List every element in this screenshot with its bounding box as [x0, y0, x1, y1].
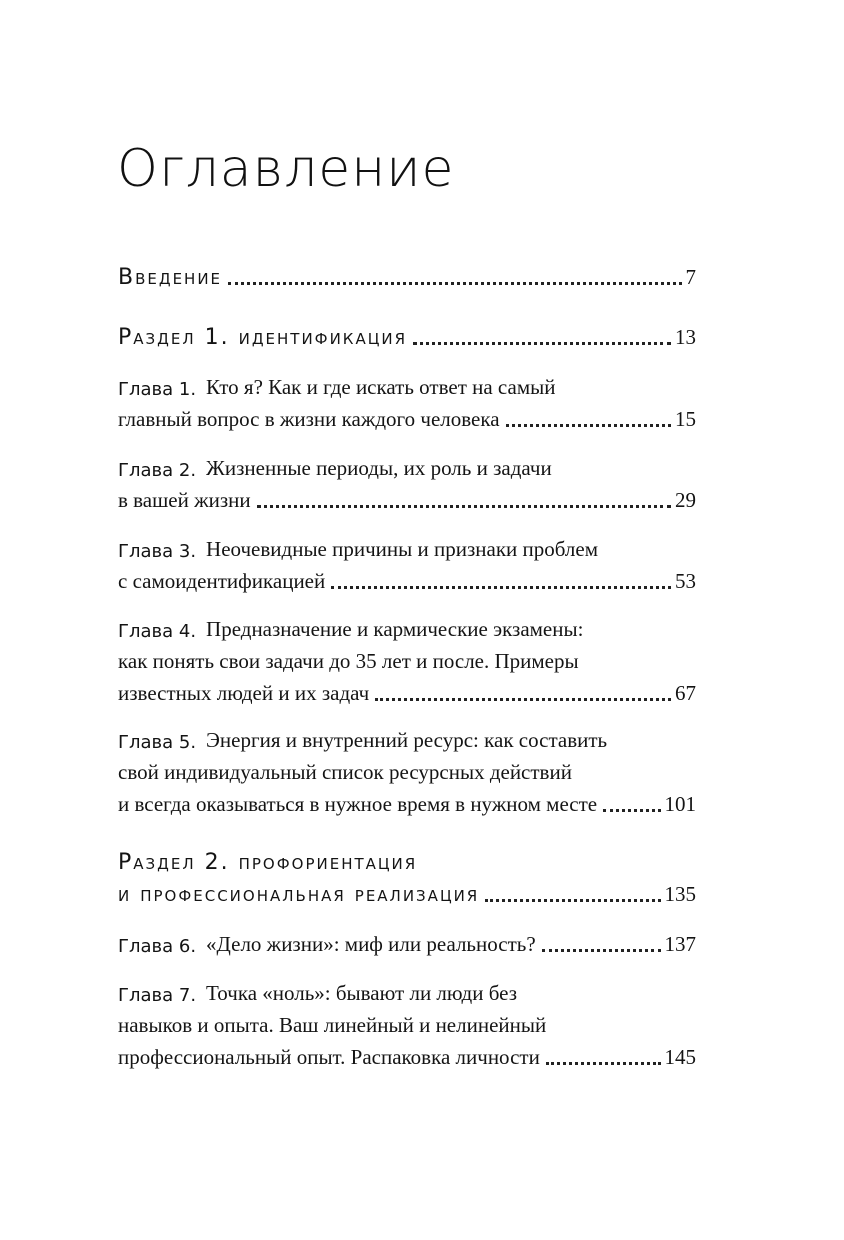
chapter-title-line: «Дело жизни»: миф или реальность?	[206, 932, 536, 956]
chapter-label: Глава 4.	[118, 621, 197, 642]
toc-entry-chapter-7[interactable]	[118, 974, 696, 1070]
page-number: 137	[664, 932, 696, 956]
page-number: 15	[675, 407, 696, 431]
toc-entry-chapter-6[interactable]	[118, 925, 696, 957]
chapter-title-line: как понять свои задачи до 35 лет и после. Примеры	[118, 649, 579, 673]
chapter-title-line: Точка «ноль»: бывают ли люди без	[206, 981, 517, 1005]
toc-entry-chapter-5[interactable]	[118, 721, 696, 817]
section-label-line: Раздел 2. профориентация	[118, 850, 418, 875]
section-label: Раздел 1. идентификация	[118, 325, 408, 350]
page-number: 7	[685, 265, 696, 289]
leader-dots	[375, 698, 671, 701]
chapter-title-line: известных людей и их задач	[118, 681, 370, 705]
toc-entry-chapter-4[interactable]	[118, 610, 696, 706]
page-number: 67	[675, 681, 696, 705]
leader-dots	[228, 282, 681, 285]
leader-dots	[542, 949, 661, 952]
chapter-title-line: навыков и опыта. Ваш линейный и нелинейный	[118, 1013, 547, 1037]
page-title: Оглавление	[117, 139, 455, 199]
chapter-title-line: Предназначение и кармические экзамены:	[206, 617, 584, 641]
page-number: 135	[664, 882, 696, 906]
chapter-label: Глава 7.	[118, 985, 197, 1006]
toc-entry-section-2[interactable]	[118, 843, 696, 907]
leader-dots	[546, 1062, 661, 1065]
chapter-title-line: Неочевидные причины и признаки проблем	[206, 537, 599, 561]
chapter-title-line: Кто я? Как и где искать ответ на самый	[206, 375, 556, 399]
chapter-title-line: в вашей жизни	[118, 488, 251, 512]
chapter-label: Глава 2.	[118, 460, 197, 481]
chapter-title-line: и всегда оказываться в нужное время в нужном месте	[118, 792, 598, 816]
chapter-label: Глава 1.	[118, 379, 197, 400]
chapter-title-line: с самоидентификацией	[118, 569, 326, 593]
toc-entry-chapter-2[interactable]	[118, 449, 696, 513]
page-number: 29	[675, 488, 696, 512]
toc-entry-section-1[interactable]	[118, 318, 696, 350]
leader-dots	[413, 342, 671, 345]
section-label-line: и профессиональная реализация	[118, 882, 480, 907]
chapter-title-line: профессиональный опыт. Распаковка личности	[118, 1045, 540, 1069]
chapter-title-line: Жизненные периоды, их роль и задачи	[206, 456, 552, 480]
toc-entry-chapter-1[interactable]	[118, 368, 696, 432]
toc-entry-intro[interactable]	[118, 258, 696, 290]
leader-dots	[506, 424, 671, 427]
chapter-label: Глава 6.	[118, 936, 197, 957]
page-number: 145	[664, 1045, 696, 1069]
chapter-label: Глава 3.	[118, 541, 197, 562]
toc-entry-chapter-3[interactable]	[118, 530, 696, 594]
page-number: 13	[675, 325, 696, 349]
leader-dots	[485, 899, 660, 902]
page-number: 53	[675, 569, 696, 593]
intro-label: Введение	[118, 265, 223, 290]
leader-dots	[603, 809, 660, 812]
chapter-title-line: главный вопрос в жизни каждого человека	[118, 407, 500, 431]
leader-dots	[257, 505, 671, 508]
page-number: 101	[664, 792, 696, 816]
chapter-title-line: свой индивидуальный список ресурсных действий	[118, 760, 572, 784]
leader-dots	[331, 586, 671, 589]
chapter-label: Глава 5.	[118, 732, 197, 753]
chapter-title-line: Энергия и внутренний ресурс: как составить	[206, 728, 608, 752]
